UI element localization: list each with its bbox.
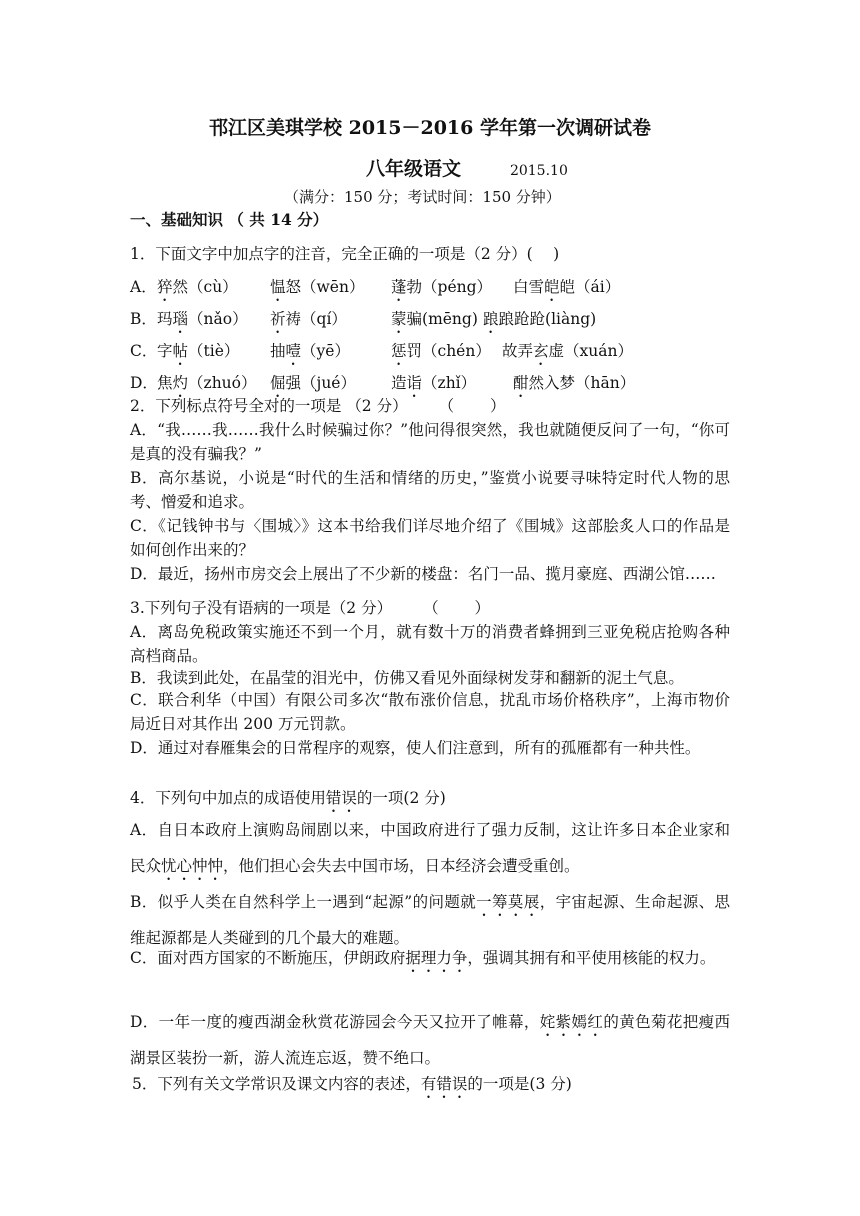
question-2-option-c: C．《记钱钟书与〈围城〉》这本书给我们详尽地介绍了《围城》这部脍炙人口的作品是如何创作出来的？ (130, 517, 730, 559)
option-word: 字帖（tiè） (157, 342, 240, 360)
question-3-option-a: A．离岛免税政策实施还不到一个月，就有数十万的消费者蜂拥到三亚免税店抢购各种高档商品。 (130, 623, 730, 665)
question-5-stem: 5．下列有关文学常识及课文内容的表述，有错误的一项是(3 分) (132, 1075, 572, 1093)
dotted-char: 帖 (172, 342, 189, 360)
dotted-char: 蓬 (391, 278, 407, 296)
dotted-char: 灼 (172, 374, 189, 392)
question-3-option-d: D．通过对春雁集会的日常程序的观察，使人们注意到，所有的孤雁都有一种共性。 (130, 739, 701, 757)
dotted-idiom: 忧心忡忡 (161, 857, 224, 875)
dotted-char: 祈 (270, 310, 286, 328)
option-word: 故弄玄虚（xuán） (502, 342, 633, 360)
dotted-char: 愠 (270, 278, 286, 296)
dotted-char: 蒙 (391, 310, 407, 328)
dotted-word: 有错误 (420, 1075, 468, 1093)
option-label: C． (130, 342, 158, 360)
option-word: 惩罚（chén） (391, 342, 491, 360)
question-1-stem: 1．下面文字中加点字的注音，完全正确的一项是（2 分）( ) (130, 245, 560, 263)
question-3-stem: 3.下列句子没有语病的一项是（2 分） （ ） (130, 599, 491, 617)
option-word: 倔强（jué） (270, 374, 356, 392)
option-word: 白雪皑皑（ái） (513, 278, 621, 296)
exam-date: 2015.10 (509, 163, 568, 179)
option-label: A． (130, 278, 157, 296)
option-word: 蓬勃（péng） (391, 278, 493, 296)
section-heading: 一、基础知识 （ 共 14 分） (130, 210, 329, 229)
subject-label: 八年级语文 (366, 158, 462, 180)
question-2-stem: 2．下列标点符号全对的一项是 （2 分） （ ） (130, 397, 506, 415)
question-2-option-b: B．高尔基说，小说是“时代的生活和情绪的历史，”鉴赏小说要寻味特定时代人物的思考、憎爱和追求。 (130, 469, 730, 511)
dotted-char: 瑙 (172, 310, 189, 328)
exam-info: （满分：150 分；考试时间：150 分钟） (284, 188, 561, 206)
option-word: 抽噎（yē） (270, 342, 350, 360)
option-word: 祈祷（qí） (270, 310, 347, 328)
option-word: 造诣（zhǐ） (391, 374, 477, 392)
dotted-char: 惩 (391, 342, 407, 360)
dotted-idiom: 一筹莫展 (476, 893, 540, 911)
option-word: 焦灼（zhuó） (157, 374, 257, 392)
question-3-option-c: C．联合利华（中国）有限公司多次“散布涨价信息，扰乱市场价格秩序”，上海市物价局近日对其作出 200 万元罚款。 (130, 691, 730, 733)
option-word: 愠怒（wēn） (270, 278, 365, 296)
option-word: 猝然（cù） (157, 278, 238, 296)
dotted-char: 猝 (157, 278, 173, 296)
exam-subtitle (366, 159, 568, 181)
option-row-c (130, 341, 730, 363)
dotted-char: 玄 (533, 342, 549, 360)
question-4-option-a: A．自日本政府上演购岛闹剧以来，中国政府进行了强力反制，这让许多日本企业家和民众忧心忡忡，他们担心会失去中国市场，日本经济会遭受重创。 (130, 821, 730, 875)
question-3-option-b: B．我读到此处，在晶莹的泪光中，仿佛又看见外面绿树发芽和翻新的泥土气息。 (130, 669, 684, 687)
exam-title: 邗江区美琪学校 2015－2016 学年第一次调研试卷 (209, 117, 651, 139)
dotted-char: 皑 (544, 278, 560, 296)
option-row-b (130, 309, 730, 331)
option-word: 酣然入梦（hān） (513, 374, 636, 392)
dotted-char: 倔 (270, 374, 286, 392)
option-word: 玛瑙（nǎo） (157, 310, 248, 328)
dotted-char: 酣 (513, 374, 529, 392)
question-4-option-b: B．似乎人类在自然科学上一遇到“起源”的问题就一筹莫展，宇宙起源、生命起源、思维起源都是人类碰到的几个最大的难题。 (130, 893, 730, 947)
dotted-char: 踉 (483, 310, 499, 328)
question-4-stem: 4．下列句中加点的成语使用错误的一项(2 分) (130, 789, 446, 807)
question-2-option-a: A．“我……我……我什么时候骗过你？”他问得很突然，我也就随便反问了一句，“你可是真的没有骗我？” (130, 421, 730, 463)
option-row-d (130, 373, 730, 395)
dotted-char: 诣 (406, 374, 423, 392)
question-4-option-c: C．面对西方国家的不断施压，伊朗政府据理力争，强调其拥有和平使用核能的权力。 (130, 949, 716, 967)
dotted-idiom: 据理力争 (405, 949, 468, 967)
option-word: 蒙骗(mēng) (391, 310, 478, 328)
option-label: B． (130, 310, 157, 328)
option-row-a (130, 277, 730, 299)
question-2-option-d: D．最近，扬州市房交会上展出了不少新的楼盘：名门一品、揽月豪庭、西湖公馆…… (130, 565, 716, 583)
option-word: 踉踉跄跄(liàng) (483, 310, 597, 328)
dotted-idiom: 姹紫嫣红 (539, 1013, 604, 1031)
dotted-char: 噎 (285, 342, 302, 360)
option-label: D． (130, 374, 158, 392)
dotted-word: 错误 (325, 789, 357, 807)
question-4-option-d: D．一年一度的瘦西湖金秋赏花游园会今天又拉开了帷幕，姹紫嫣红的黄色菊花把瘦西湖景区装扮一新，游人流连忘返，赞不绝口。 (130, 1013, 730, 1067)
